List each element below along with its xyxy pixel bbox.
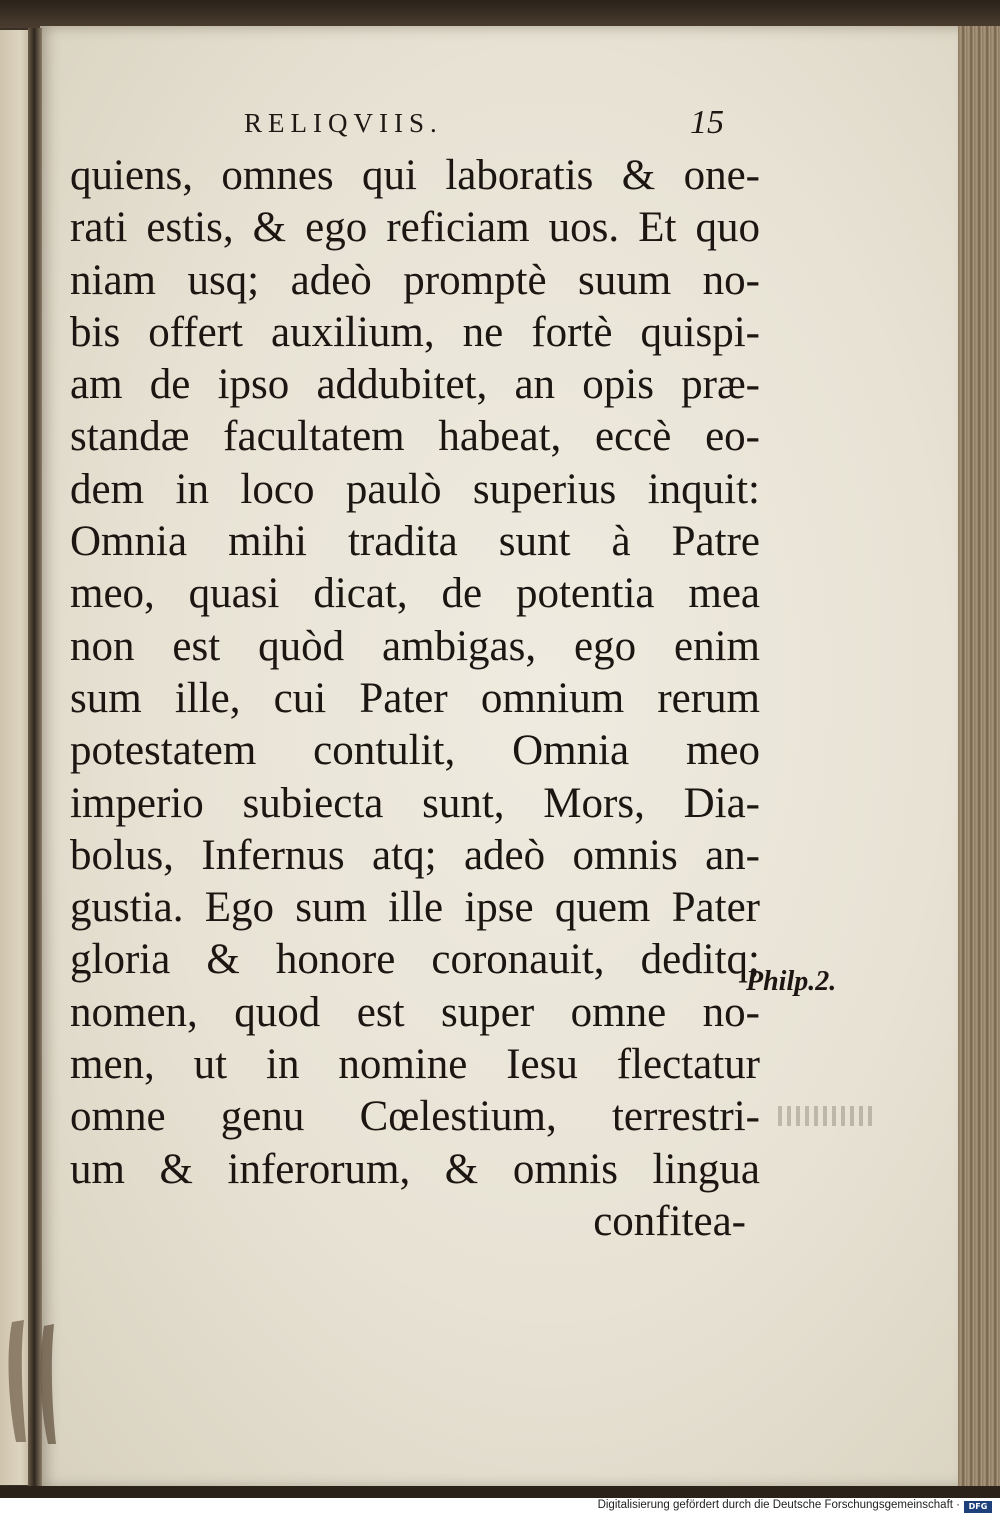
page-number: 15 bbox=[690, 104, 724, 141]
book-top-edge bbox=[0, 0, 1000, 28]
ink-bleed-mark bbox=[778, 1106, 876, 1126]
text-line: dem in loco paulò superius inquit: bbox=[70, 465, 760, 513]
text-line: Omnia mihi tradita sunt à Patre bbox=[70, 518, 760, 566]
book-bottom-edge bbox=[0, 1486, 1000, 1498]
page-tabs-illustration bbox=[4, 1312, 74, 1452]
text-line: omne genu Cœlestium, terrestri- bbox=[70, 1093, 760, 1141]
text-line: standæ facultatem habeat, eccè eo- bbox=[70, 413, 760, 461]
text-line: niam usq; adeò promptè suum no- bbox=[70, 256, 760, 304]
footer-credit: Digitalisierung gefördert durch die Deutsche Forschungsgemeinschaft · bbox=[597, 1499, 960, 1511]
running-head: RELIQVIIS. bbox=[244, 108, 443, 138]
text-line: imperio subiecta sunt, Mors, Dia- bbox=[70, 779, 760, 827]
text-line: um & inferorum, & omnis lingua bbox=[70, 1145, 760, 1193]
book-gutter bbox=[28, 28, 42, 1488]
digitization-footer bbox=[0, 1498, 1000, 1516]
text-line: quiens, omnes qui laboratis & one- bbox=[70, 152, 760, 199]
text-line: gustia. Ego sum ille ipse quem Pater bbox=[70, 884, 760, 932]
text-line: non est quòd ambigas, ego enim bbox=[70, 622, 760, 670]
text-line: men, ut in nomine Iesu flectatur bbox=[70, 1041, 760, 1089]
text-line: bolus, Infernus atq; adeò omnis an- bbox=[70, 831, 760, 879]
book-fore-edge bbox=[958, 26, 1000, 1488]
text-line: sum ille, cui Pater omnium rerum bbox=[70, 674, 760, 722]
marginal-note: Philp.2. bbox=[746, 966, 837, 997]
text-line: nomen, quod est super omne no- bbox=[70, 988, 760, 1036]
text-line: gloria & honore coronauit, deditq; bbox=[70, 936, 760, 984]
text-line: meo, quasi dicat, de potentia mea bbox=[70, 570, 760, 618]
dfg-logo: DFG bbox=[964, 1501, 992, 1513]
catchword-line: confitea- bbox=[593, 1197, 746, 1245]
text-line: bis offert auxilium, ne fortè quispi- bbox=[70, 308, 760, 356]
text-line: am de ipso addubitet, an opis præ- bbox=[70, 361, 760, 409]
text-line: potestatem contulit, Omnia meo bbox=[70, 727, 760, 775]
text-line: rati estis, & ego reficiam uos. Et quo bbox=[70, 204, 760, 252]
main-text-block bbox=[70, 150, 760, 1248]
page-header bbox=[0, 104, 1000, 148]
